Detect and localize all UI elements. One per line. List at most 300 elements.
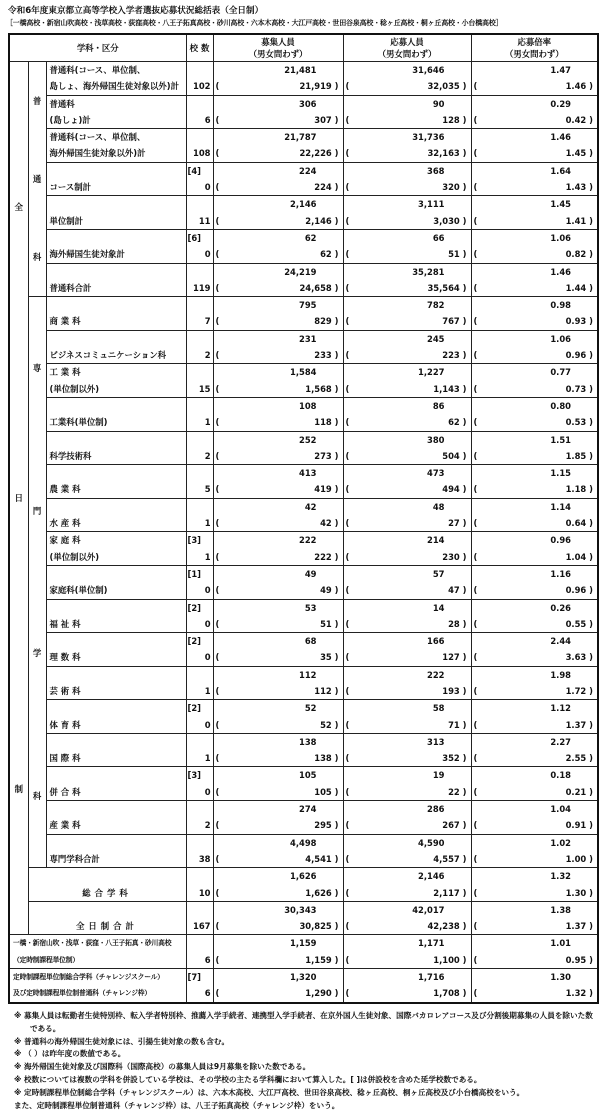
paren-close: )	[331, 417, 339, 428]
recruit-previous	[214, 313, 343, 329]
apply-previous-value	[442, 448, 466, 464]
ratio-previous	[472, 985, 598, 1001]
school-count	[186, 297, 213, 331]
apply-cell	[343, 330, 471, 364]
label-line: 単位制計	[49, 215, 83, 226]
ratio-paren-open: (	[473, 887, 478, 898]
paren-close: )	[459, 350, 467, 361]
table-row	[9, 565, 598, 599]
group-zennichi-text	[10, 62, 28, 934]
ratio-previous	[472, 112, 598, 128]
apply-paren-open: (	[345, 81, 350, 92]
row-label	[46, 397, 186, 431]
apply-current: 19	[432, 770, 445, 781]
apply-previous	[344, 280, 471, 296]
label-line: 芸 術 科	[49, 685, 81, 696]
apply-current: 48	[432, 501, 445, 512]
label-line: 全日制合計	[76, 921, 138, 932]
recruit-previous	[214, 213, 343, 229]
table-row	[9, 162, 598, 196]
row-label	[46, 498, 186, 532]
table-row	[9, 666, 598, 700]
ratio-prev-number: 0.53	[565, 417, 587, 428]
ratio-current: 0.29	[550, 98, 572, 109]
recruit-cell	[213, 532, 343, 566]
school-count	[186, 397, 213, 431]
ratio-previous	[472, 347, 598, 363]
recruit-previous-value	[305, 213, 338, 229]
label-line	[47, 499, 186, 515]
ratio-previous-value	[566, 817, 593, 833]
group-zennichi-char: 全	[14, 202, 23, 213]
school-list: ［一橋高校・新宿山吹高校・浅草高校・荻窪高校・八王子拓真高校・砂川高校・六本木高校・大江戸高校・世田谷泉高校・稔ヶ丘高校・桐ヶ丘高校・小台橋高校］	[6, 19, 503, 27]
count-value: 0	[204, 249, 211, 260]
bracket-count: [3]	[187, 535, 201, 546]
apply-previous-value	[442, 112, 466, 128]
count-value: 108	[193, 148, 211, 159]
paren-close: )	[459, 81, 467, 92]
label-line	[29, 868, 186, 884]
ratio-previous-value	[566, 952, 593, 968]
apply-cell	[343, 901, 471, 935]
recruit-prev-number: 35	[320, 652, 332, 663]
recruit-cell	[213, 465, 343, 499]
recruit-paren-open: (	[215, 518, 220, 529]
school-count	[186, 465, 213, 499]
ratio-current: 1.51	[550, 434, 572, 445]
ratio-previous	[472, 145, 598, 161]
header-count: 校 数	[186, 34, 213, 62]
apply-cell	[343, 498, 471, 532]
bracket-count	[187, 432, 213, 448]
ratio-previous	[472, 582, 598, 598]
table-row	[9, 297, 598, 331]
recruit-prev-number: 1,290	[305, 988, 332, 999]
recruit-previous	[214, 851, 343, 867]
ratio-prev-number: 0.82	[565, 249, 587, 260]
ratio-current: 1.47	[550, 65, 572, 75]
ratio-current: 0.96	[550, 535, 572, 546]
ratio-previous-value	[566, 246, 593, 262]
ratio-paren-open: (	[473, 484, 478, 495]
ratio-current: 1.32	[550, 871, 572, 882]
paren-close: )	[459, 316, 467, 327]
count-value: 2	[204, 820, 211, 831]
paren-close: )	[331, 685, 339, 696]
paren-close: )	[586, 383, 594, 394]
recruit-paren-open: (	[215, 249, 220, 260]
recruit-paren-open: (	[215, 417, 220, 428]
recruit-current: 1,159	[290, 938, 317, 949]
header-dept: 学科・区分	[9, 34, 186, 62]
paren-close: )	[459, 954, 467, 965]
paren-close: )	[331, 148, 339, 159]
apply-prev-number: 494	[442, 484, 460, 495]
table-row	[9, 633, 598, 667]
ratio-current: 1.64	[550, 165, 572, 176]
paren-close: )	[331, 585, 339, 596]
ratio-previous-value	[566, 616, 593, 632]
recruit-paren-open: (	[215, 316, 220, 327]
recruit-paren-open: (	[215, 215, 220, 226]
apply-current: 66	[432, 232, 445, 243]
school-count	[186, 801, 213, 835]
apply-current: 58	[432, 703, 445, 714]
apply-prev-number: 1,708	[433, 988, 460, 999]
table-row	[9, 868, 598, 902]
label-line: 一橋・新宿山吹・浅草・荻窪・八王子拓真・砂川高校	[13, 939, 172, 948]
recruit-current: 21,787	[284, 132, 317, 143]
paren-close: )	[331, 114, 339, 125]
ratio-current: 2.27	[550, 736, 572, 747]
bracket-count	[187, 398, 213, 414]
recruit-previous	[214, 985, 343, 1001]
recruit-cell	[213, 969, 343, 1003]
school-count	[186, 599, 213, 633]
apply-prev-number: 1,143	[433, 383, 460, 394]
apply-prev-number: 42,238	[427, 921, 460, 932]
group-senmon	[28, 297, 46, 868]
bracket-count	[187, 734, 213, 750]
recruit-paren-open: (	[215, 719, 220, 730]
apply-cell	[343, 565, 471, 599]
recruit-previous	[214, 381, 343, 397]
table-row	[9, 834, 598, 868]
ratio-paren-open: (	[473, 820, 478, 831]
row-label	[46, 700, 186, 734]
apply-previous	[344, 313, 471, 329]
paren-close: )	[459, 417, 467, 428]
apply-cell	[343, 196, 471, 230]
label-line	[47, 835, 186, 851]
ratio-previous-value	[566, 515, 593, 531]
apply-previous	[344, 347, 471, 363]
recruit-paren-open: (	[215, 551, 220, 562]
recruit-cell	[213, 498, 343, 532]
paren-close: )	[331, 316, 339, 327]
recruit-previous	[214, 414, 343, 430]
label-line	[47, 331, 186, 347]
recruit-prev-number: 4,541	[305, 853, 332, 864]
row-label	[46, 801, 186, 835]
apply-paren-open: (	[345, 652, 350, 663]
bracket-count	[187, 264, 213, 280]
recruit-paren-open: (	[215, 618, 220, 629]
school-count	[186, 263, 213, 297]
recruit-current: 224	[299, 165, 317, 176]
ratio-paren-open: (	[473, 954, 478, 965]
apply-cell	[343, 229, 471, 263]
apply-paren-open: (	[345, 887, 350, 898]
table-row	[9, 62, 598, 96]
count-value: 0	[204, 652, 211, 663]
table-row	[9, 733, 598, 767]
ratio-paren-open: (	[473, 249, 478, 260]
apply-current: 166	[427, 636, 445, 647]
ratio-cell	[471, 733, 598, 767]
ratio-previous-value	[566, 885, 593, 901]
recruit-previous-value	[299, 145, 338, 161]
apply-paren-open: (	[345, 316, 350, 327]
apply-previous-value	[442, 347, 466, 363]
ratio-prev-number: 1.30	[565, 887, 587, 898]
recruit-paren-open: (	[215, 114, 220, 125]
ratio-cell	[471, 465, 598, 499]
recruit-paren-open: (	[215, 652, 220, 663]
paren-close: )	[459, 921, 467, 932]
paren-close: )	[586, 417, 594, 428]
apply-previous	[344, 851, 471, 867]
header-apply	[343, 34, 471, 62]
paren-close: )	[586, 450, 594, 461]
ratio-paren-open: (	[473, 719, 478, 730]
apply-previous-value	[442, 179, 466, 195]
apply-current: 1,227	[418, 367, 445, 378]
recruit-previous-value	[314, 750, 338, 766]
footnote: ※ 募集人員は転勤者生徒特別枠、転入学者特別枠、推薦入学手続者、連携型入学手続者、在京外国人生徒対象、国際バカロレアコース及び分割後期募集の人員を除いた数である。	[14, 1011, 593, 1033]
ratio-previous	[472, 448, 598, 464]
bracket-count	[187, 935, 213, 951]
bracket-count: [4]	[187, 165, 201, 176]
ratio-prev-number: 0.93	[565, 316, 587, 327]
ratio-paren-open: (	[473, 753, 478, 764]
ratio-prev-number: 1.46	[565, 81, 587, 92]
recruit-previous-value	[314, 179, 338, 195]
label-line: 商 業 科	[49, 316, 81, 327]
apply-previous-value	[448, 784, 466, 800]
row-label	[46, 297, 186, 331]
ratio-cell	[471, 498, 598, 532]
row-label	[46, 633, 186, 667]
ratio-previous-value	[566, 78, 593, 94]
ratio-prev-number: 0.96	[565, 350, 587, 361]
row-label	[28, 901, 186, 935]
recruit-cell	[213, 834, 343, 868]
recruit-prev-number: 62	[320, 249, 332, 260]
apply-previous-value	[448, 414, 466, 430]
recruit-cell	[213, 666, 343, 700]
count-value: 6	[204, 988, 211, 999]
recruit-cell	[213, 868, 343, 902]
header-ratio-sub: （男女問わず）	[504, 49, 564, 59]
table-row	[9, 129, 598, 163]
ratio-prev-number: 0.55	[565, 618, 587, 629]
table-row	[9, 364, 598, 398]
ratio-previous	[472, 213, 598, 229]
recruit-cell	[213, 901, 343, 935]
paren-close: )	[459, 853, 467, 864]
ratio-previous	[472, 952, 598, 968]
recruit-previous-value	[320, 717, 338, 733]
ratio-previous-value	[566, 179, 593, 195]
paren-close: )	[586, 988, 594, 999]
paren-close: )	[331, 249, 339, 260]
apply-current: 368	[427, 165, 445, 176]
row-label	[46, 565, 186, 599]
ratio-paren-open: (	[473, 215, 478, 226]
row-label	[46, 364, 186, 398]
apply-paren-open: (	[345, 551, 350, 562]
paren-close: )	[331, 81, 339, 92]
count-value: 6	[204, 114, 211, 125]
count-value: 2	[204, 350, 211, 361]
apply-current: 3,111	[418, 199, 445, 210]
label-line: 産 業 科	[49, 820, 81, 831]
paren-close: )	[586, 652, 594, 663]
apply-previous	[344, 582, 471, 598]
apply-paren-open: (	[345, 585, 350, 596]
apply-previous	[344, 885, 471, 901]
paren-close: )	[459, 753, 467, 764]
table-row	[9, 532, 598, 566]
ratio-prev-number: 0.42	[565, 114, 587, 125]
ratio-prev-number: 1.85	[565, 450, 587, 461]
paren-close: )	[586, 585, 594, 596]
recruit-prev-number: 42	[320, 518, 332, 529]
apply-prev-number: 2,117	[433, 887, 460, 898]
recruit-previous-value	[305, 952, 338, 968]
apply-previous	[344, 515, 471, 531]
school-count	[186, 733, 213, 767]
recruit-previous-value	[320, 616, 338, 632]
ratio-previous-value	[566, 313, 593, 329]
ratio-previous	[472, 381, 598, 397]
apply-prev-number: 127	[442, 652, 460, 663]
recruit-current: 68	[304, 636, 317, 647]
ratio-cell	[471, 935, 598, 969]
paren-close: )	[331, 518, 339, 529]
ratio-previous	[472, 515, 598, 531]
label-line	[47, 667, 186, 683]
ratio-previous	[472, 414, 598, 430]
label-line: 専門学科合計	[49, 853, 100, 864]
apply-current: 245	[427, 333, 445, 344]
ratio-prev-number: 0.21	[565, 786, 587, 797]
paren-close: )	[586, 249, 594, 260]
paren-close: )	[331, 215, 339, 226]
apply-current: 4,590	[418, 837, 445, 848]
apply-current: 57	[432, 568, 445, 579]
table-row	[9, 599, 598, 633]
bracket-count	[187, 499, 213, 515]
recruit-previous-value	[320, 515, 338, 531]
apply-current: 14	[432, 602, 445, 613]
paren-close: )	[331, 719, 339, 730]
recruit-previous-value	[314, 817, 338, 833]
recruit-prev-number: 307	[314, 114, 332, 125]
ratio-current: 1.04	[550, 804, 572, 815]
ratio-cell	[471, 969, 598, 1003]
paren-close: )	[459, 282, 467, 293]
recruit-current: 413	[299, 468, 317, 479]
recruit-cell	[213, 935, 343, 969]
apply-prev-number: 267	[442, 820, 460, 831]
ratio-prev-number: 2.55	[565, 753, 587, 764]
apply-prev-number: 62	[448, 417, 460, 428]
apply-cell	[343, 263, 471, 297]
recruit-previous	[214, 179, 343, 195]
paren-close: )	[459, 114, 467, 125]
recruit-prev-number: 1,568	[305, 383, 332, 394]
apply-paren-open: (	[345, 215, 350, 226]
recruit-previous	[214, 112, 343, 128]
paren-close: )	[586, 753, 594, 764]
recruit-current: 53	[304, 602, 317, 613]
application-summary-table	[8, 33, 599, 1004]
label-line: 定時制課程単位制総合学科（チャレンジスクール）	[13, 973, 164, 982]
ratio-previous	[472, 549, 598, 565]
group-zennichi	[9, 62, 28, 935]
apply-paren-open: (	[345, 450, 350, 461]
row-label	[46, 666, 186, 700]
recruit-previous	[214, 885, 343, 901]
school-count	[186, 95, 213, 129]
recruit-paren-open: (	[215, 820, 220, 831]
apply-previous-value	[448, 246, 466, 262]
label-line: 水 産 科	[49, 518, 81, 529]
recruit-cell	[213, 733, 343, 767]
label-line: 併 合 科	[49, 786, 81, 797]
paren-close: )	[459, 719, 467, 730]
recruit-paren-open: (	[215, 484, 220, 495]
ratio-previous-value	[566, 717, 593, 733]
apply-previous-value	[433, 851, 466, 867]
paren-close: )	[586, 114, 594, 125]
apply-previous-value	[427, 145, 466, 161]
apply-current: 31,646	[412, 65, 445, 75]
recruit-current: 1,626	[290, 871, 317, 882]
school-count	[186, 767, 213, 801]
table-row	[9, 465, 598, 499]
count-value: 119	[193, 282, 211, 293]
paren-close: )	[459, 988, 467, 999]
apply-current: 286	[427, 804, 445, 815]
recruit-prev-number: 829	[314, 316, 332, 327]
apply-prev-number: 22	[448, 786, 460, 797]
recruit-current: 108	[299, 400, 317, 411]
apply-prev-number: 320	[442, 182, 460, 193]
apply-previous	[344, 784, 471, 800]
apply-previous-value	[427, 280, 466, 296]
apply-previous	[344, 414, 471, 430]
apply-paren-open: (	[345, 114, 350, 125]
row-label	[46, 162, 186, 196]
apply-paren-open: (	[345, 282, 350, 293]
apply-previous-value	[442, 549, 466, 565]
group-senmon-char: 門	[32, 505, 42, 516]
group-senmon-char: 専	[32, 363, 42, 374]
school-count	[186, 565, 213, 599]
footnote: ※ 海外帰国生徒対象及び国際科（国際高校）の募集人員は9月募集を除いた数である。	[14, 1062, 311, 1072]
paren-close: )	[459, 450, 467, 461]
paren-close: )	[331, 887, 339, 898]
recruit-cell	[213, 633, 343, 667]
paren-close: )	[331, 853, 339, 864]
recruit-prev-number: 30,825	[299, 921, 332, 932]
recruit-cell	[213, 767, 343, 801]
apply-current: 86	[432, 400, 445, 411]
recruit-prev-number: 49	[320, 585, 332, 596]
ratio-previous	[472, 918, 598, 934]
apply-current: 1,171	[418, 938, 445, 949]
paren-close: )	[586, 887, 594, 898]
recruit-previous-value	[305, 381, 338, 397]
ratio-previous-value	[566, 448, 593, 464]
label-line: 普通科(コース、単位制、	[49, 65, 146, 75]
bracket-count	[187, 868, 213, 884]
recruit-current: 112	[299, 669, 317, 680]
ratio-previous	[472, 78, 598, 94]
